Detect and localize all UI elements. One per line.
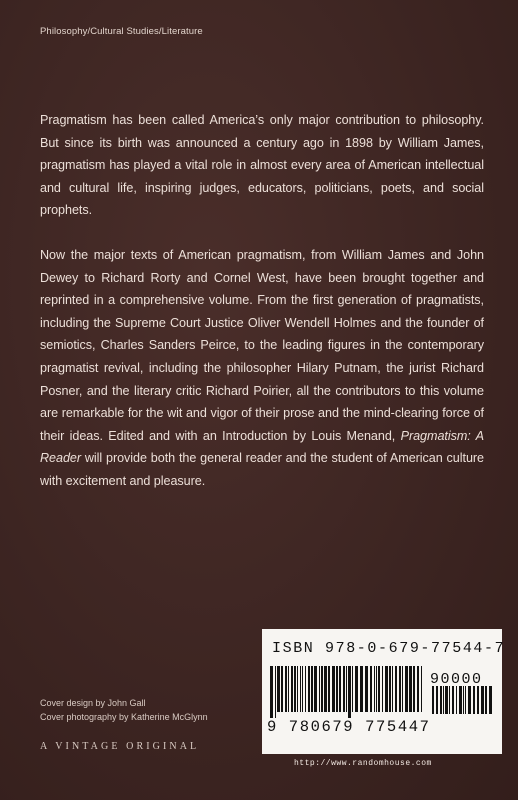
barcode-bar [389, 666, 391, 712]
blurb-paragraph-2-tail: will provide both the general reader and the student of American culture with excitement and pleasure. [40, 451, 484, 488]
barcode-bar [314, 666, 317, 712]
barcode-bar [302, 666, 303, 712]
barcode-bar [365, 666, 368, 712]
barcode-bar [285, 666, 287, 712]
cover-credits [40, 697, 208, 724]
barcode-bar [300, 666, 301, 712]
barcode-bar [392, 666, 393, 712]
addon-digits: 90000 [430, 671, 483, 688]
barcode-bar [281, 666, 283, 712]
isbn-text: ISBN 978-0-679-77544-7 [272, 640, 506, 657]
barcode-bar [339, 666, 341, 712]
barcode-bar [402, 666, 403, 712]
barcode-bar [409, 666, 412, 712]
barcode-bar [485, 686, 487, 714]
book-title: Pragmatism: A Reader [40, 428, 484, 466]
barcode-bar [324, 666, 327, 712]
barcode-bar [319, 666, 320, 712]
barcode-bar [417, 666, 419, 712]
barcode-bar [360, 666, 363, 712]
barcode-bar [382, 666, 383, 712]
barcode-bar [463, 686, 464, 714]
barcode-bar [305, 666, 306, 712]
barcode-bar [370, 666, 372, 712]
addon-barcode [432, 686, 494, 720]
publisher-url: http://www.randomhouse.com [294, 759, 432, 768]
barcode-bar [459, 686, 462, 714]
barcode-bar [291, 666, 293, 712]
blurb [40, 109, 484, 515]
barcode-bar [413, 666, 415, 712]
barcode-bar [270, 666, 273, 718]
barcode-bar [432, 686, 434, 714]
barcode-bar [343, 666, 345, 712]
barcode-bar [385, 666, 388, 712]
barcode-bar [311, 666, 313, 712]
barcode-bar [477, 686, 479, 714]
imprint-label: A VINTAGE ORIGINAL [40, 741, 200, 752]
ean-digits: 9 780679 775447 [267, 718, 431, 736]
barcode-bar [321, 666, 323, 712]
barcode-bar [399, 666, 401, 712]
barcode-bar [352, 666, 353, 712]
barcode-bar [473, 686, 475, 714]
barcode-bar [348, 666, 351, 718]
barcode-bar [421, 666, 422, 712]
barcode-bar [468, 686, 471, 714]
cover-design-credit: Cover design by John Gall [40, 698, 146, 708]
barcode-bar [436, 686, 438, 714]
barcode-bar [465, 686, 466, 714]
blurb-paragraph-1: Pragmatism has been called America’s only major contribution to philosophy. But since its birth was announced a century ago in 1898 by William James, pragmatism has played a vital role in almost every area of American intellectual and cultural life, inspiring judges, educators, politicians, poets, and social prophets. [40, 113, 484, 218]
barcode-bar [328, 666, 330, 712]
barcode-bar [445, 686, 448, 714]
barcode-bar [456, 686, 457, 714]
barcode-bar [355, 666, 358, 712]
barcode-bar [481, 686, 484, 714]
barcode-bar [346, 666, 347, 712]
barcode-bar [332, 666, 335, 712]
barcode-bar [378, 666, 380, 712]
barcode-bar [374, 666, 375, 712]
barcode-bar [275, 666, 276, 718]
barcode-bar [395, 666, 397, 712]
barcode-bar [288, 666, 289, 712]
barcode-bar [489, 686, 492, 714]
barcode-bar [452, 686, 454, 714]
blurb-paragraph-2 [40, 244, 484, 493]
barcode-bar [376, 666, 377, 712]
barcode-bar [443, 686, 444, 714]
barcode-bar [336, 666, 338, 712]
category-label: Philosophy/Cultural Studies/Literature [40, 26, 203, 37]
blurb-paragraph-2-text: Now the major texts of American pragmatism, from William James and John Dewey to Richard Rorty and Cornel West, have been brought together and reprinted in a comprehensive volume. From the first generation of pragmatists, including the Supreme Court Justice Oliver Wendell Holmes and the founder of semiotics, Charles Sanders Peirce, to the leading figures in the contemporary pragmatist revival, including the philosopher Hilary Putnam, the jurist Richard Posner, and the literary critic Richard Poirier, all the contributors to this volume are remarkable for the wit and vigor of their prose and the mind-clearing force of their ideas. Edited and with an Introduction by Louis Menand, [40, 247, 484, 443]
barcode-bar [405, 666, 408, 712]
barcode-bar [308, 666, 310, 712]
barcode-bar [440, 686, 442, 714]
barcode-bar [294, 666, 296, 712]
ean-barcode [270, 666, 425, 718]
barcode-bar [449, 686, 450, 714]
cover-photo-credit: Cover photography by Katherine McGlynn [40, 711, 208, 722]
barcode-bar [297, 666, 298, 712]
barcode-bar [277, 666, 280, 712]
